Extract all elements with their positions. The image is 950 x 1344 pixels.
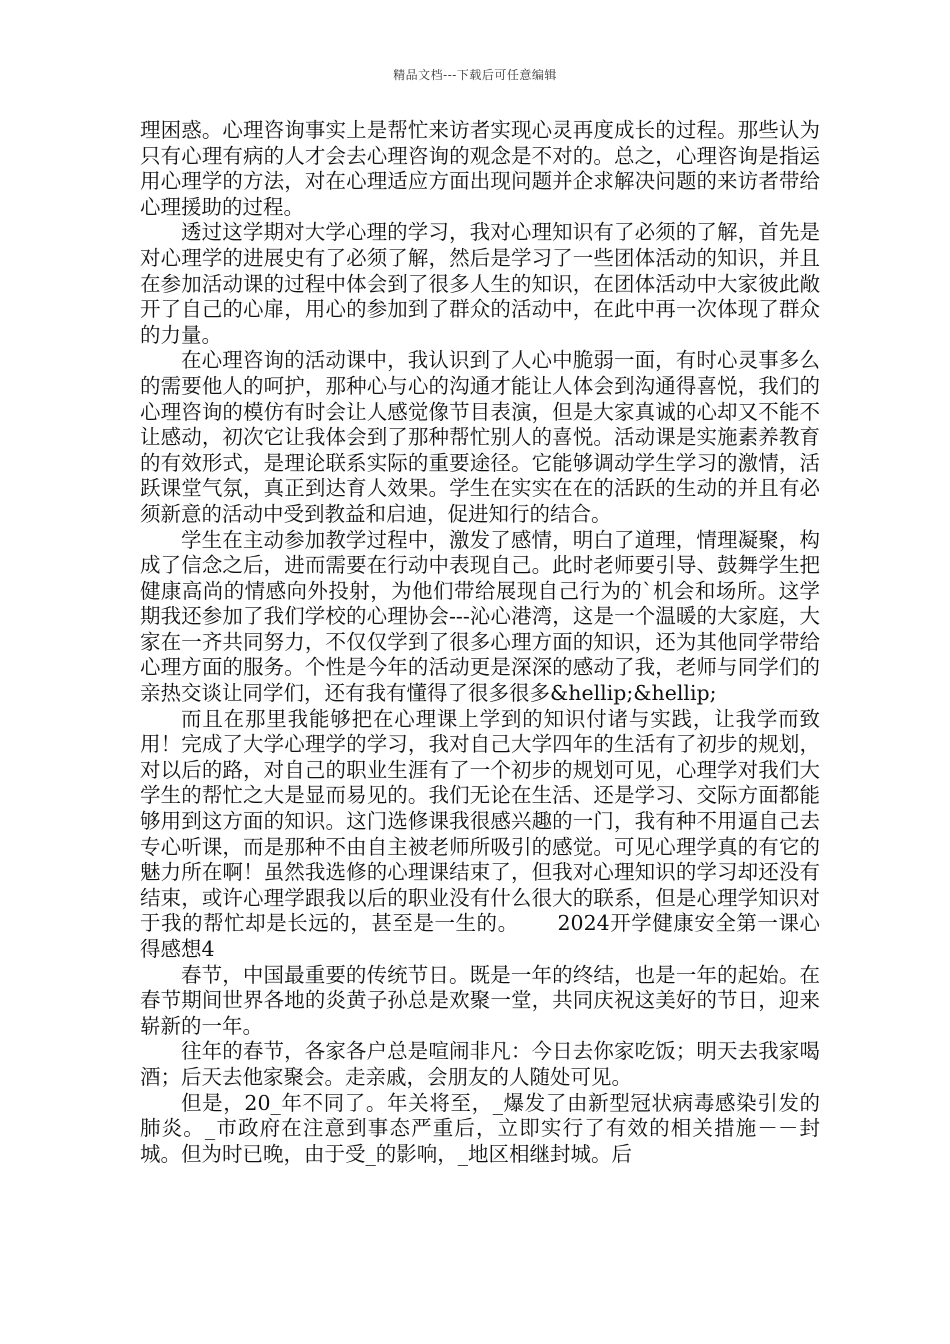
paragraph-3: 在心理咨询的活动课中，我认识到了人心中脆弱一面，有时心灵事多么的需要他人的呵护，那种心与心的沟通才能让人体会到沟通得喜悦，我们的心理咨询的模仿有时会让人感觉像节目表演，但是大家真诚的心却又不能不让感动，初次它让我体会到了那种帮忙别人的喜悦。活动课是实施素养教育的有效形式，是理论联系实际的重要途径。它能够调动学生学习的激情，活跃课堂气氛，真正到达育人效果。学生在实实在在的活跃的生动的并且有必须新意的活动中受到教益和启迪，促进知行的结合。 — [140, 348, 820, 526]
paragraph-5: 而且在那里我能够把在心理课上学到的知识付诸与实践，让我学而致用！完成了大学心理学的学习，我对自己大学四年的生活有了初步的规划，对以后的路，对自己的职业生涯有了一个初步的规划可见，心理学对我们大学生的帮忙之大是显而易见的。我们无论在生活、还是学习、交际方面都能够用到这方面的知识。这门选修课我很感兴趣的一门，我有种不用逼自己去专心听课，而是那种不由自主被老师所吸引的感觉。可见心理学真的有它的魅力所在啊！虽然我选修的心理课结束了，但我对心理知识的学习却还没有结束，或许心理学跟我以后的职业没有什么很大的联系，但是心理学知识对于我的帮忙却是长远的，甚至是一生的。 2024开学健康安全第一课心得感想4 — [140, 706, 820, 961]
paragraph-8: 但是，20_年不同了。年关将至，_爆发了由新型冠状病毒感染引发的肺炎。_市政府在注意到事态严重后，立即实行了有效的相关措施－－封城。但为时已晚，由于受_的影响，_地区相继封城。后 — [140, 1090, 820, 1166]
paragraph-4: 学生在主动参加教学过程中，激发了感情，明白了道理，情理凝聚，构成了信念之后，进而需要在行动中表现自己。此时老师要引导、鼓舞学生把健康高尚的情感向外投射，为他们带给展现自己行为的`机会和场所。这学期我还参加了我们学校的心理协会---沁心港湾，这是一个温暖的大家庭，大家在一齐共同努力，不仅仅学到了很多心理方面的知识，还为其他同学带给心理方面的服务。个性是今年的活动更是深深的感动了我，老师与同学们的亲热交谈让同学们，还有我有懂得了很多很多&hellip;&hellip; — [140, 527, 820, 706]
document-body — [140, 118, 820, 1167]
paragraph-6: 春节，中国最重要的传统节日。既是一年的终结，也是一年的起始。在春节期间世界各地的炎黄子孙总是欢聚一堂，共同庆祝这美好的节日，迎来崭新的一年。 — [140, 962, 820, 1038]
page-header: 精品文档---下载后可任意编辑 — [393, 68, 557, 82]
paragraph-2: 透过这学期对大学心理的学习，我对心理知识有了必须的了解，首先是对心理学的进展史有了必须了解，然后是学习了一些团体活动的知识，并且在参加活动课的过程中体会到了很多人生的知识，在团体活动中大家彼此敞开了自己的心扉，用心的参加到了群众的活动中，在此中再一次体现了群众的力量。 — [140, 220, 820, 347]
paragraph-1: 理困惑。心理咨询事实上是帮忙来访者实现心灵再度成长的过程。那些认为只有心理有病的人才会去心理咨询的观念是不对的。总之，心理咨询是指运用心理学的方法，对在心理适应方面出现问题并企求解决问题的来访者带给心理援助的过程。 — [140, 118, 820, 219]
paragraph-7: 往年的春节，各家各户总是喧闹非凡：今日去你家吃饭；明天去我家喝酒；后天去他家聚会。走亲戚，会朋友的人随处可见。 — [140, 1039, 820, 1089]
